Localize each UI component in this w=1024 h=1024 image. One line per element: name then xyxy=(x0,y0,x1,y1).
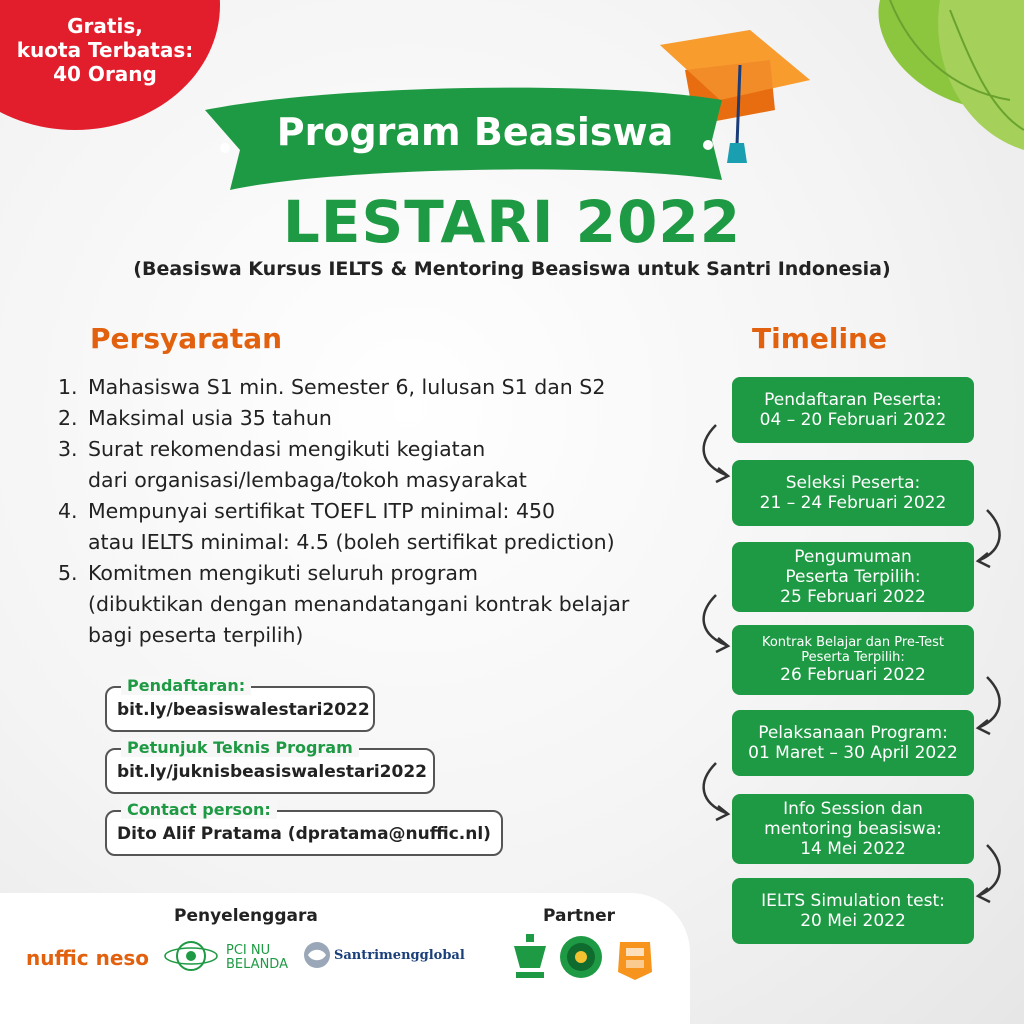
subtitle: (Beasiswa Kursus IELTS & Mentoring Beasiswa untuk Santri Indonesia) xyxy=(133,258,891,280)
registration-box xyxy=(105,676,375,732)
quota-badge-text: Gratis, kuota Terbatas: 40 Orang xyxy=(16,14,194,86)
page-title: LESTARI 2022 xyxy=(282,188,742,256)
santrimengglobal-logo-icon xyxy=(302,940,332,970)
timeline-heading: Timeline xyxy=(752,322,887,355)
timeline-item-contract: Kontrak Belajar dan Pre-Test Peserta Terpilih: 26 Februari 2022 xyxy=(732,625,974,695)
registration-label: Pendaftaran: xyxy=(121,676,251,695)
requirements-heading: Persyaratan xyxy=(90,322,283,355)
curved-arrow-icon xyxy=(972,840,1012,910)
nu-logo-icon xyxy=(160,936,222,976)
contact-box xyxy=(105,800,503,856)
banner-title: Program Beasiswa xyxy=(276,110,674,154)
organizer-heading: Penyelenggara xyxy=(174,906,318,926)
timeline-item-registration: Pendaftaran Peserta: 04 – 20 Februari 2022 xyxy=(732,377,974,443)
santrimengglobal-label: Santrimengglobal xyxy=(334,948,465,963)
curved-arrow-icon xyxy=(972,672,1012,742)
list-item: 2. Maksimal usia 35 tahun xyxy=(58,406,332,430)
nuffic-neso-logo: nuffic neso xyxy=(26,946,150,970)
title-banner xyxy=(0,0,1024,210)
list-item: 4. Mempunyai sertifikat TOEFL ITP minimal: 450 atau IELTS minimal: 4.5 (boleh sertifikat prediction) xyxy=(58,499,615,554)
pcinu-label: PCI NU BELANDA xyxy=(226,943,288,972)
university-seal-icon xyxy=(558,934,604,980)
list-item: 1. Mahasiswa S1 min. Semester 6, lulusan S1 dan S2 xyxy=(58,375,606,399)
guide-box xyxy=(105,738,435,794)
list-item: 5. Komitmen mengikuti seluruh program (dibuktikan dengan menandatangani kontrak belajar bagi peserta terpilih) xyxy=(58,561,630,647)
timeline-item-program: Pelaksanaan Program: 01 Maret – 30 April 2022 xyxy=(732,710,974,776)
registration-link[interactable]: bit.ly/beasiswalestari2022 xyxy=(117,700,370,720)
partner-heading: Partner xyxy=(543,906,616,926)
curved-arrow-icon xyxy=(696,420,736,490)
curved-arrow-icon xyxy=(696,590,736,660)
guide-label: Petunjuk Teknis Program xyxy=(121,738,359,757)
guide-link[interactable]: bit.ly/juknisbeasiswalestari2022 xyxy=(117,762,427,782)
timeline-item-selection: Seleksi Peserta: 21 – 24 Februari 2022 xyxy=(732,460,974,526)
requirements-list xyxy=(58,372,718,651)
list-item: 3. Surat rekomendasi mengikuti kegiatan dari organisasi/lembaga/tokoh masyarakat xyxy=(58,437,527,492)
contact-value: Dito Alif Pratama (dpratama@nuffic.nl) xyxy=(117,824,491,844)
timeline-item-ielts-test: IELTS Simulation test: 20 Mei 2022 xyxy=(732,878,974,944)
curved-arrow-icon xyxy=(696,758,736,828)
curved-arrow-icon xyxy=(972,505,1012,575)
contact-label: Contact person: xyxy=(121,800,277,819)
walisongo-logo-icon xyxy=(510,932,550,986)
timeline-item-info-session: Info Session dan mentoring beasiswa: 14 Mei 2022 xyxy=(732,794,974,864)
partner-emblem-icon xyxy=(612,936,658,982)
timeline-item-announcement: Pengumuman Peserta Terpilih: 25 Februari 2022 xyxy=(732,542,974,612)
